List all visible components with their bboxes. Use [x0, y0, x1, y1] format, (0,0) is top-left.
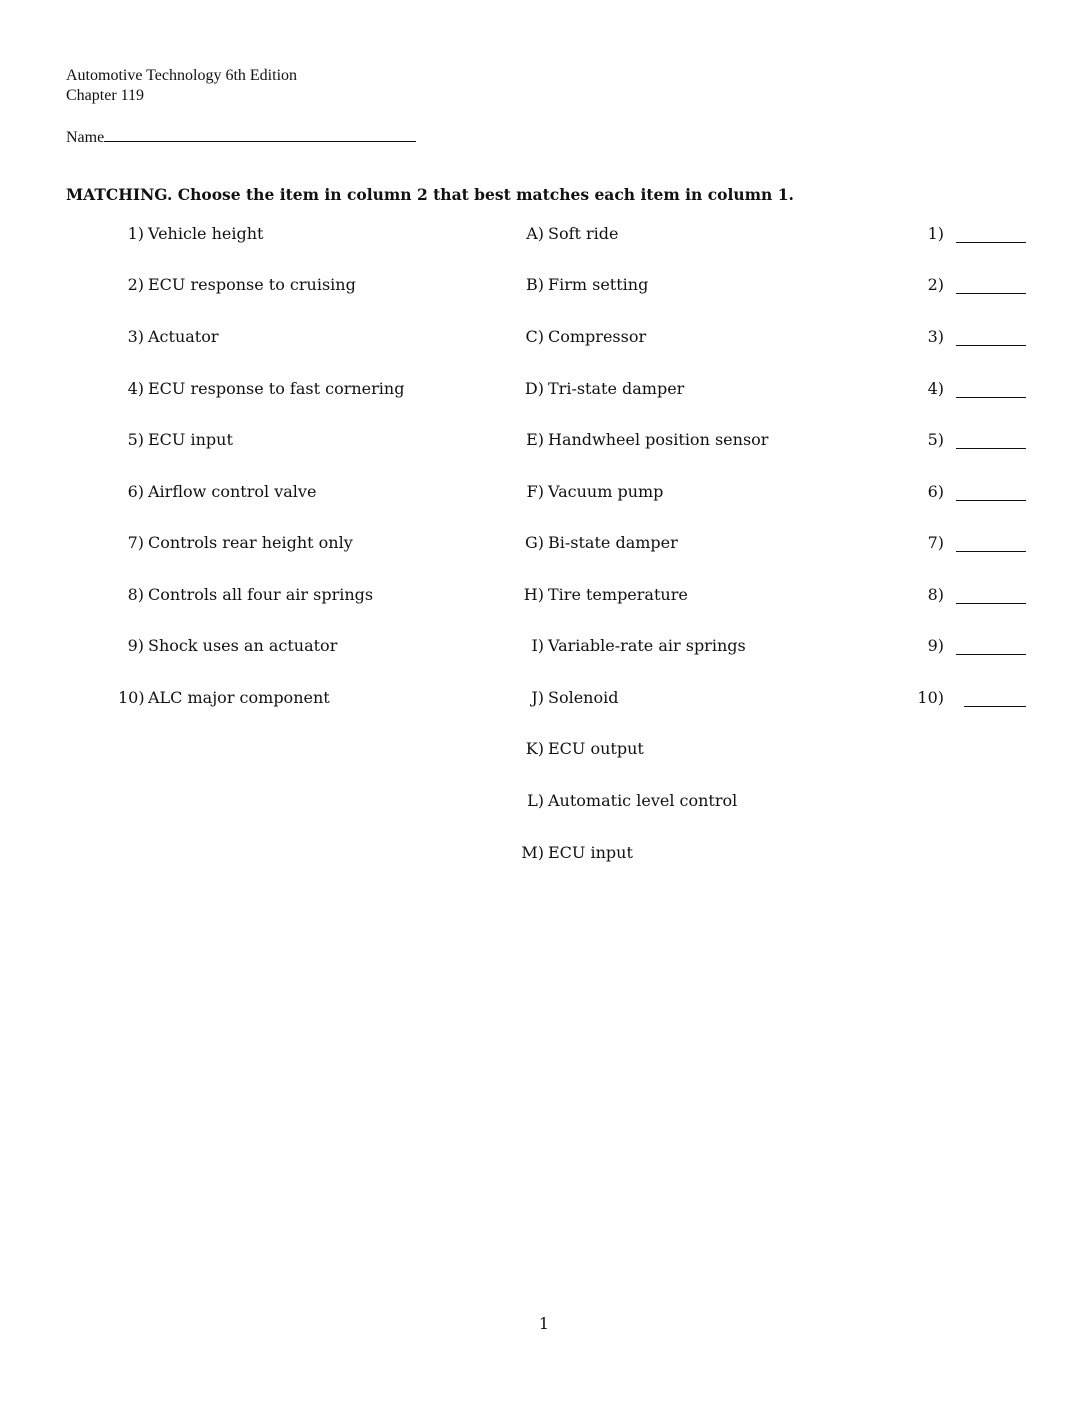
column1-number: 6): [127, 482, 144, 501]
answer-number: 10): [917, 688, 944, 707]
answer-blank[interactable]: [956, 500, 1026, 501]
answer-number: 5): [927, 430, 944, 449]
column2-letter: C): [525, 327, 544, 346]
column2-item: Variable-rate air springs: [548, 636, 746, 655]
column2-letter: G): [524, 533, 544, 552]
column1-item: Vehicle height: [148, 224, 264, 243]
answer-number: 8): [927, 585, 944, 604]
column2-item: Solenoid: [548, 688, 619, 707]
column2-letter: H): [523, 585, 544, 604]
name-blank[interactable]: [104, 124, 416, 142]
column1-number: 9): [127, 636, 144, 655]
column2-letter: K): [525, 739, 544, 758]
column2-letter: M): [521, 843, 544, 862]
answer-blank[interactable]: [956, 551, 1026, 552]
column1-number: 1): [127, 224, 144, 243]
instructions: MATCHING. Choose the item in column 2 that best matches each item in column 1.: [66, 185, 794, 204]
answer-number: 6): [927, 482, 944, 501]
answer-number: 4): [927, 379, 944, 398]
column1-item: ECU response to cruising: [148, 275, 356, 294]
column2-item: Handwheel position sensor: [548, 430, 769, 449]
column1-item: Shock uses an actuator: [148, 636, 338, 655]
answer-number: 7): [927, 533, 944, 552]
answer-blank[interactable]: [956, 242, 1026, 243]
column1-item: Airflow control valve: [148, 482, 317, 501]
column1-item: Actuator: [148, 327, 219, 346]
column1-number: 3): [127, 327, 144, 346]
column2-item: Vacuum pump: [548, 482, 664, 501]
answer-blank[interactable]: [956, 345, 1026, 346]
column2-letter: F): [526, 482, 544, 501]
column1-number: 8): [127, 585, 144, 604]
name-row: [66, 124, 416, 148]
answer-number: 9): [927, 636, 944, 655]
chapter-label: Chapter 119: [66, 87, 145, 104]
answer-blank[interactable]: [956, 654, 1026, 655]
column2-item: Tire temperature: [548, 585, 688, 604]
column1-item: ECU response to fast cornering: [148, 379, 405, 398]
answer-blank[interactable]: [956, 603, 1026, 604]
column2-item: Tri-state damper: [548, 379, 685, 398]
column2-letter: L): [527, 791, 544, 810]
column1-number: 10): [118, 688, 145, 707]
column2-letter: D): [524, 379, 544, 398]
column2-item: Bi-state damper: [548, 533, 678, 552]
column2-item: Soft ride: [548, 224, 619, 243]
column1-item: ALC major component: [148, 688, 330, 707]
answer-blank[interactable]: [956, 448, 1026, 449]
column1-number: 7): [127, 533, 144, 552]
column2-item: Compressor: [548, 327, 647, 346]
column2-letter: B): [526, 275, 544, 294]
column2-item: ECU input: [548, 843, 633, 862]
answer-blank[interactable]: [956, 397, 1026, 398]
answer-number: 2): [927, 275, 944, 294]
column2-item: Automatic level control: [548, 791, 738, 810]
page-number: 1: [538, 1314, 550, 1333]
column1-item: Controls rear height only: [148, 533, 353, 552]
document-title: Automotive Technology 6th Edition: [66, 67, 298, 84]
name-label: Name: [66, 129, 105, 146]
column2-letter: J): [531, 688, 544, 707]
column1-number: 5): [127, 430, 144, 449]
column2-letter: A): [526, 224, 544, 243]
answer-blank[interactable]: [964, 706, 1026, 707]
column1-item: Controls all four air springs: [148, 585, 374, 604]
column2-item: ECU output: [548, 739, 644, 758]
column1-item: ECU input: [148, 430, 233, 449]
column2-letter: I): [531, 636, 544, 655]
column1-number: 4): [127, 379, 144, 398]
answer-blank[interactable]: [956, 293, 1026, 294]
column1-number: 2): [127, 275, 144, 294]
answer-number: 3): [927, 327, 944, 346]
column2-letter: E): [526, 430, 544, 449]
column2-item: Firm setting: [548, 275, 649, 294]
answer-number: 1): [927, 224, 944, 243]
